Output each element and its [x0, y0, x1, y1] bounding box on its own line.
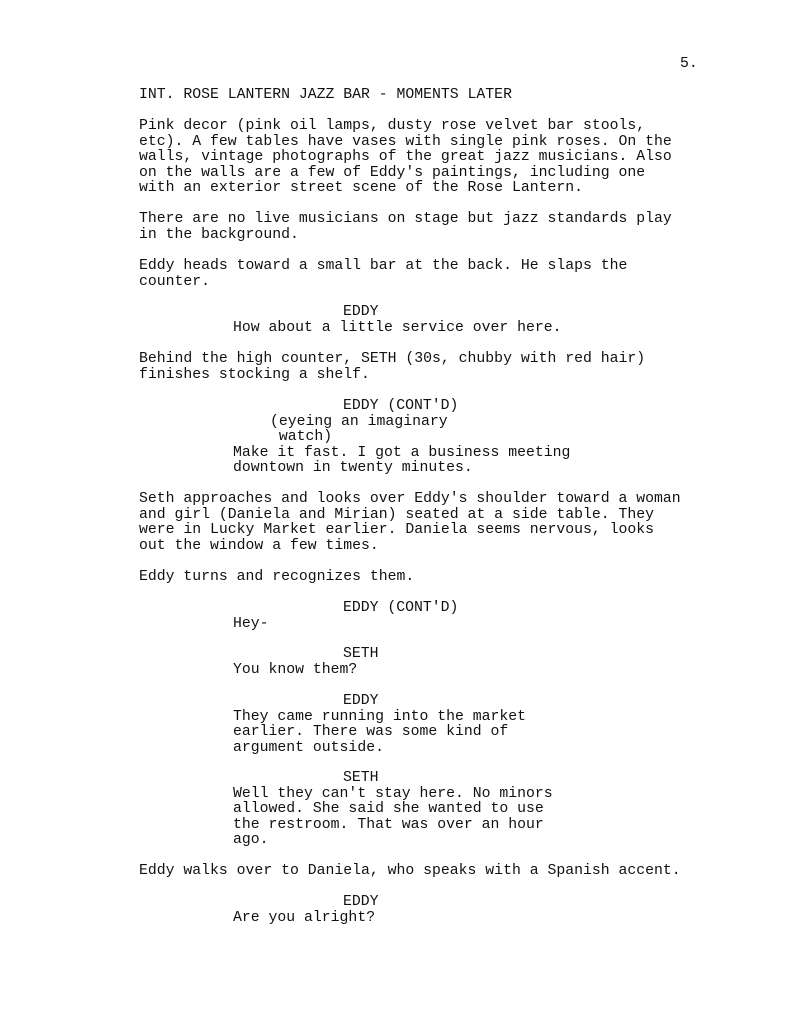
action-line: There are no live musicians on stage but jazz standards play	[139, 211, 672, 227]
character-cue: EDDY (CONT'D)	[343, 398, 459, 414]
dialogue-line: They came running into the market	[233, 708, 527, 725]
action-line: were in Lucky Market earlier. Daniela seems nervous, looks	[139, 522, 655, 539]
dialogue-line: downtown in twenty minutes.	[233, 460, 473, 477]
action-line: walls, vintage photographs of the great jazz musicians. Also	[139, 149, 672, 166]
action-line: Pink decor (pink oil lamps, dusty rose velvet bar stools,	[139, 118, 646, 134]
dialogue-line: earlier. There was some kind of	[233, 724, 509, 741]
action-line: out the window a few times.	[139, 537, 379, 554]
scene-heading: INT. ROSE LANTERN JAZZ BAR - MOMENTS LATER	[139, 87, 512, 103]
action-line: etc). A few tables have vases with single pink roses. On the	[139, 133, 672, 150]
dialogue-line: Are you alright?	[233, 909, 376, 926]
action-line: with an exterior street scene of the Rose Lantern.	[139, 180, 583, 197]
action-line: Eddy turns and recognizes them.	[139, 569, 415, 585]
dialogue-line: allowed. She said she wanted to use	[233, 801, 544, 818]
parenthetical-line: (eyeing an imaginary	[270, 413, 448, 430]
character-cue: SETH	[343, 770, 379, 786]
dialogue-line: How about a little service over here.	[233, 319, 562, 336]
dialogue-line: argument outside.	[233, 739, 384, 756]
action-line: in the background.	[139, 226, 299, 243]
character-cue: SETH	[343, 646, 379, 662]
dialogue-line: Well they can't stay here. No minors	[233, 785, 553, 802]
action-line: Eddy heads toward a small bar at the back. He slaps the	[139, 258, 628, 274]
dialogue-line: ago.	[233, 832, 269, 849]
action-line: on the walls are a few of Eddy's paintings, including one	[139, 164, 646, 181]
dialogue-line: the restroom. That was over an hour	[233, 816, 544, 833]
page-number: 5.	[680, 56, 698, 72]
action-line: and girl (Daniela and Mirian) seated at a side table. They	[139, 506, 655, 523]
action-line: Behind the high counter, SETH (30s, chubby with red hair)	[139, 351, 646, 367]
action-line: Seth approaches and looks over Eddy's shoulder toward a woman	[139, 491, 681, 507]
action-line: counter.	[139, 273, 211, 290]
dialogue-line: Hey-	[233, 615, 269, 632]
dialogue-line: You know them?	[233, 661, 358, 678]
character-cue: EDDY	[343, 693, 379, 709]
dialogue-line: Make it fast. I got a business meeting	[233, 444, 571, 461]
action-line: finishes stocking a shelf.	[139, 366, 370, 383]
action-line: Eddy walks over to Daniela, who speaks with a Spanish accent.	[139, 863, 681, 879]
character-cue: EDDY (CONT'D)	[343, 600, 459, 616]
character-cue: EDDY	[343, 894, 379, 910]
parenthetical-line: watch)	[270, 429, 333, 446]
character-cue: EDDY	[343, 304, 379, 320]
